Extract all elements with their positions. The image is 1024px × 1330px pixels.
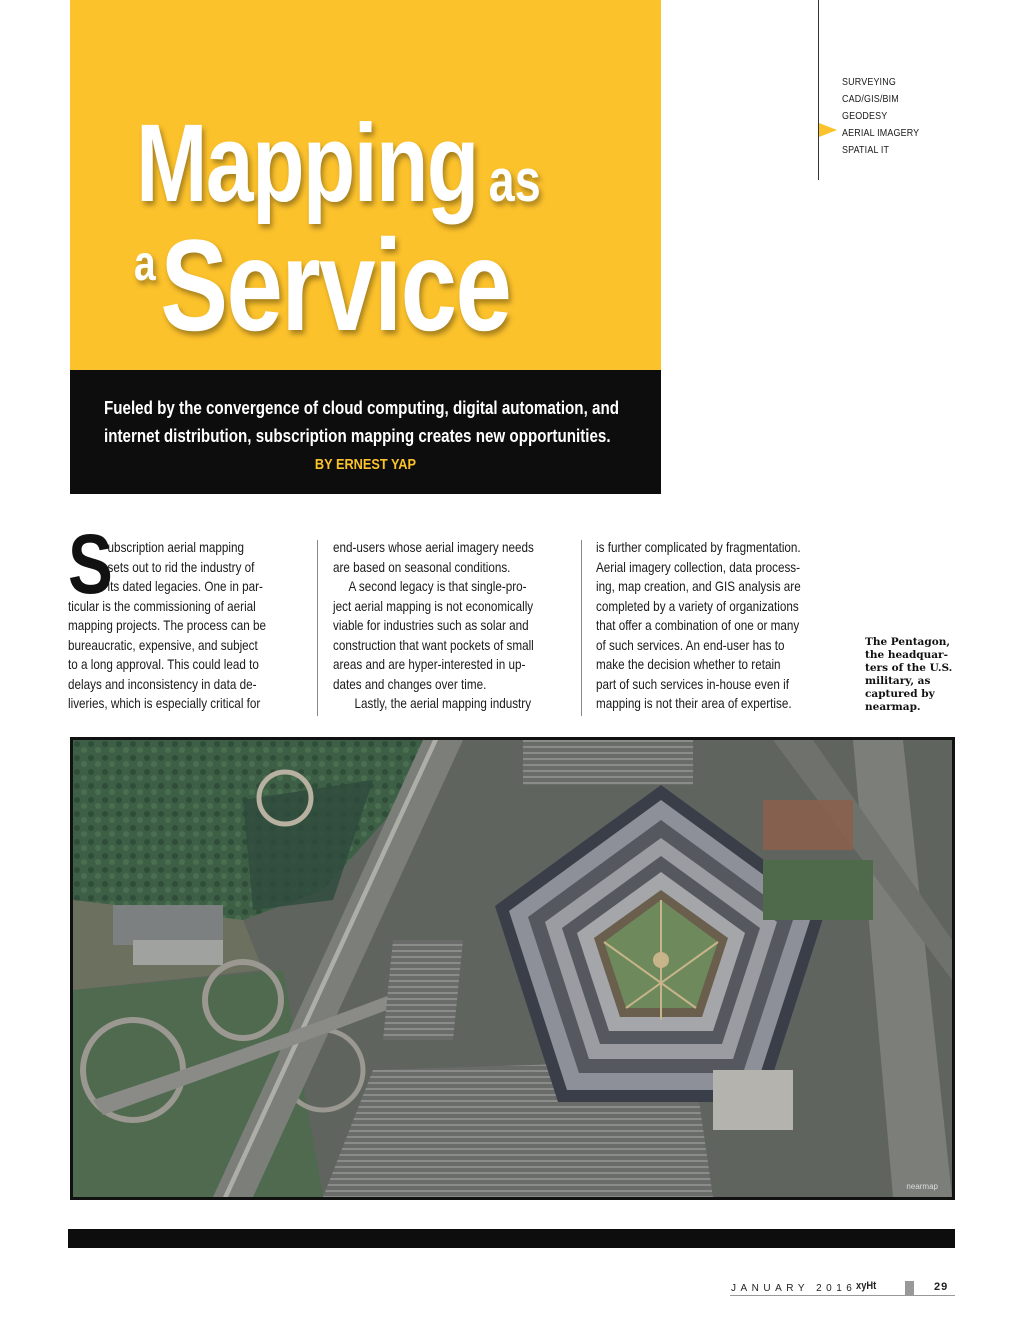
caption-line: The Pentagon, — [865, 636, 950, 648]
section-item-geodesy: GEODESY — [842, 110, 888, 122]
folio-rule — [730, 1295, 955, 1296]
text-line: ubscription aerial mapping — [107, 540, 245, 555]
text-line: areas and are hyper-interested in up- — [333, 657, 526, 672]
column-divider — [581, 540, 582, 716]
section-list — [842, 74, 933, 159]
byline — [70, 456, 661, 473]
drop-cap: S — [68, 517, 113, 611]
photo-credit: nearmap — [906, 1182, 938, 1191]
text-line: A second legacy is that single-pro- — [348, 579, 527, 594]
section-item-surveying: SURVEYING — [842, 76, 896, 88]
section-item-spatial-it: SPATIAL IT — [842, 144, 890, 156]
text-line: sets out to rid the industry of — [107, 559, 255, 575]
text-line: construction that want pockets of small — [333, 637, 534, 653]
deck-line-1: Fueled by the convergence of cloud computing, digital automation, and — [104, 397, 619, 418]
title-word-mapping: Mapping — [136, 102, 478, 225]
text-line: part of such services in-house even if — [596, 676, 790, 692]
title-word-service: Service — [160, 212, 511, 358]
photo-caption — [865, 636, 952, 714]
text-line: mapping is not their area of expertise. — [596, 696, 792, 711]
text-line: mapping projects. The process can be — [68, 618, 266, 633]
text-line: of such services. An end-user has to — [596, 637, 785, 653]
text-line: completed by a variety of organizations — [596, 598, 799, 614]
section-divider — [818, 0, 819, 180]
text-line: liveries, which is especially critical for — [68, 696, 261, 711]
text-line: to a long approval. This could lead to — [68, 657, 259, 672]
text-line: ing, map creation, and GIS analysis are — [596, 579, 801, 594]
deck-text — [104, 394, 637, 450]
title-word-as: as — [488, 147, 541, 214]
caption-line: military, as — [865, 675, 931, 687]
footer-bar — [68, 1229, 955, 1248]
caption-line: the headquar- — [865, 649, 948, 661]
title-line-2 — [134, 210, 510, 360]
page-number: 29 — [934, 1281, 949, 1293]
deck-line-2: internet distribution, subscription mapping creates new opportunities. — [104, 425, 611, 446]
caption-line: captured by — [865, 688, 935, 700]
issue-date: JANUARY 2016 — [731, 1283, 857, 1294]
text-line: delays and inconsistency in data de- — [68, 676, 257, 692]
pentagon-aerial-photo — [70, 737, 955, 1200]
text-line: ticular is the commissioning of aerial — [68, 598, 256, 614]
column-divider — [317, 540, 318, 716]
title-banner — [70, 0, 661, 370]
text-line: is further complicated by fragmentation. — [596, 540, 801, 555]
section-item-cad-gis-bim: CAD/GIS/BIM — [842, 93, 899, 105]
caption-line: ters of the U.S. — [865, 662, 953, 674]
title-line-1 — [136, 100, 541, 227]
text-line: its dated legacies. One in par- — [107, 579, 263, 594]
text-line: dates and changes over time. — [333, 676, 487, 692]
article-column-3 — [596, 538, 832, 714]
text-line: viable for industries such as solar and — [333, 618, 529, 633]
magazine-name: xyHt — [856, 1280, 877, 1292]
text-line: Lastly, the aerial mapping industry — [354, 696, 532, 711]
article-column-2 — [333, 538, 569, 714]
folio-marker — [905, 1281, 914, 1295]
text-line: make the decision whether to retain — [596, 657, 781, 672]
article-deck — [70, 370, 661, 494]
active-section-arrow-icon — [819, 123, 837, 137]
title-word-a: a — [134, 235, 156, 291]
aerial-photo-illustration — [73, 740, 952, 1197]
text-line: are based on seasonal conditions. — [333, 559, 511, 575]
article-column-1 — [68, 538, 304, 714]
text-line: ject aerial mapping is not economically — [333, 598, 534, 614]
text-line: bureaucratic, expensive, and subject — [68, 637, 258, 653]
text-line: end-users whose aerial imagery needs — [333, 540, 534, 555]
section-item-aerial-imagery: AERIAL IMAGERY — [842, 127, 920, 139]
text-line: Aerial imagery collection, data process- — [596, 559, 801, 575]
caption-line: nearmap. — [865, 701, 921, 713]
byline-text: BY ERNEST YAP — [314, 456, 417, 473]
text-line: that offer a combination of one or many — [596, 618, 800, 633]
